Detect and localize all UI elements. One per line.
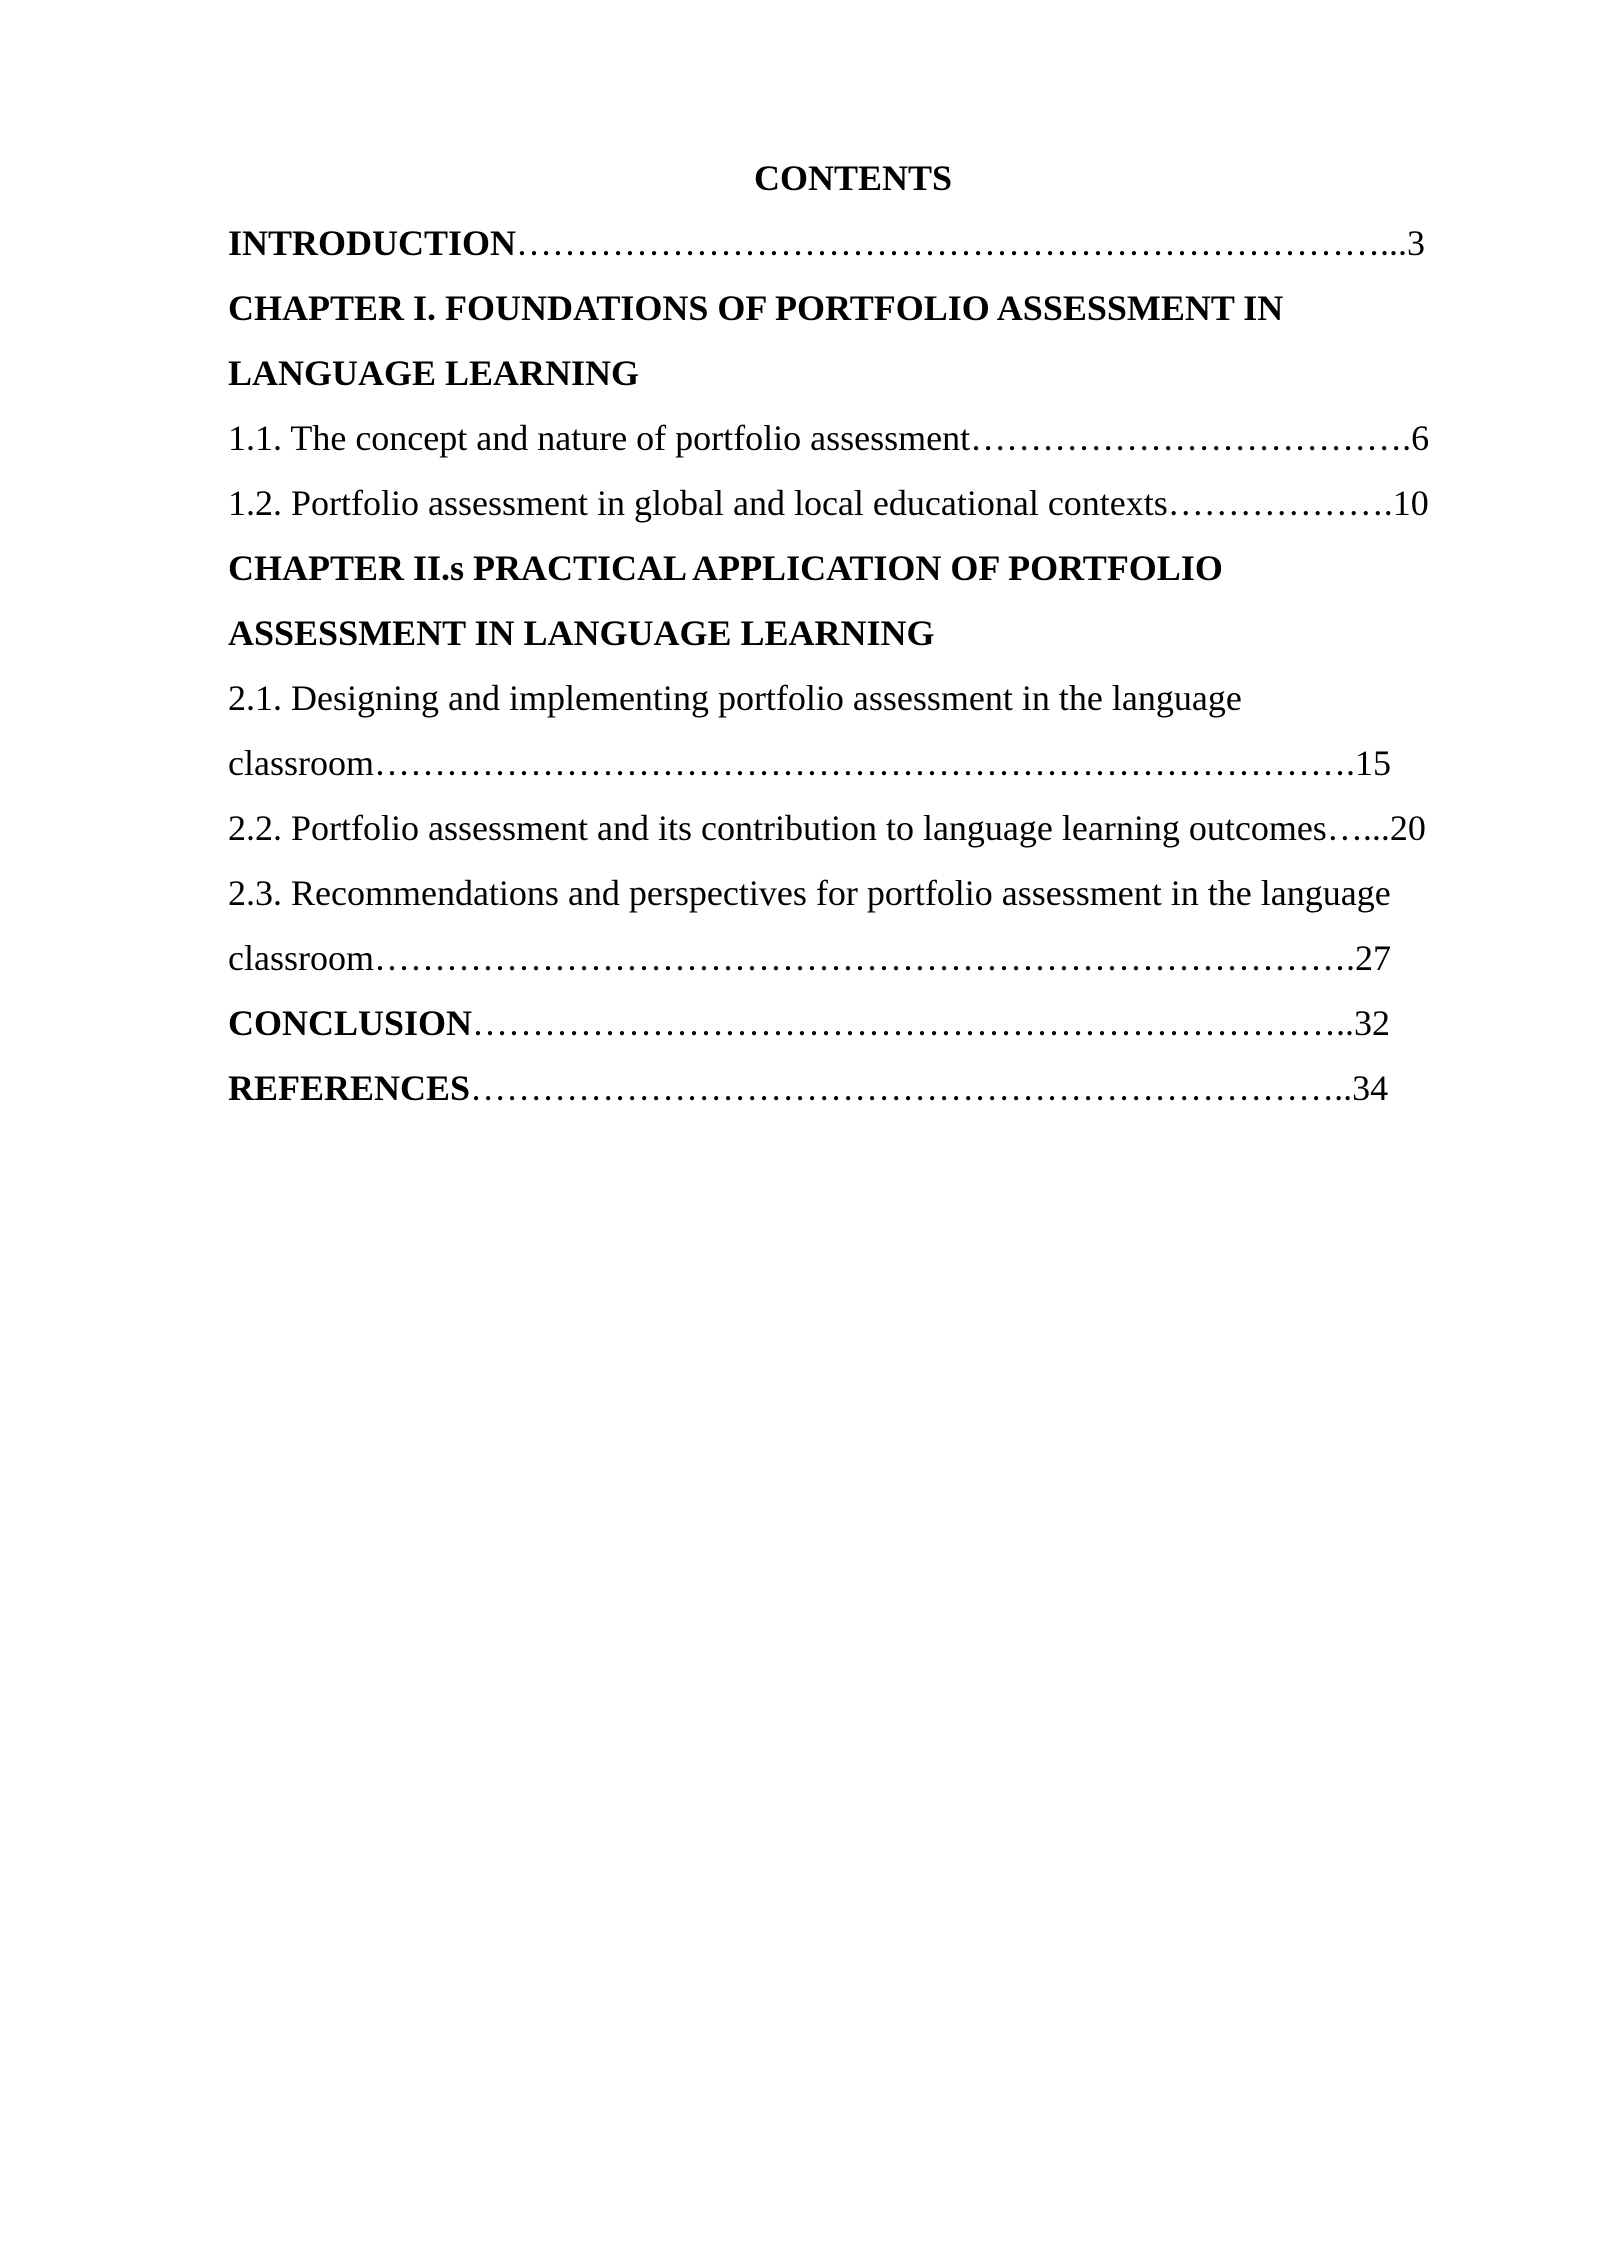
toc-entry-2-1-cont xyxy=(228,731,1478,796)
toc-entry-leader: ………………………………………………………………..32 xyxy=(472,1003,1391,1043)
toc-entry-2-3 xyxy=(228,861,1478,926)
toc-entry-2-3-cont xyxy=(228,926,1478,991)
toc-entry-text: CHAPTER II.s PRACTICAL APPLICATION OF PORTFOLIO xyxy=(228,548,1223,588)
toc-entry-leader: ……………………………………………………………………….15 xyxy=(373,743,1391,783)
table-of-contents xyxy=(228,146,1478,1121)
toc-entry-leader: ………………………………………………………………..34 xyxy=(470,1068,1389,1108)
toc-entry-text: REFERENCES xyxy=(228,1068,471,1108)
toc-entry-leader: ……………………………………………………………………….27 xyxy=(373,938,1391,978)
toc-entry-2-2 xyxy=(228,796,1478,861)
toc-entry-introduction xyxy=(228,211,1478,276)
toc-entry-text: ASSESSMENT IN LANGUAGE LEARNING xyxy=(228,613,935,653)
toc-entry-chapter-2 xyxy=(228,536,1478,601)
toc-entry-text: 2.3. Recommendations and perspectives for portfolio assessment in the language xyxy=(228,873,1391,913)
toc-entry-chapter-2-cont xyxy=(228,601,1478,666)
toc-entry-text: CONCLUSION xyxy=(228,1003,473,1043)
toc-entry-text: classroom xyxy=(228,743,374,783)
toc-entry-1-1 xyxy=(228,406,1478,471)
toc-entry-2-1 xyxy=(228,666,1478,731)
toc-entry-text: CHAPTER I. FOUNDATIONS OF PORTFOLIO ASSESSMENT IN xyxy=(228,288,1284,328)
toc-entry-text: classroom xyxy=(228,938,374,978)
toc-entry-text: 2.2. Portfolio assessment and its contribution to language learning outcomes xyxy=(228,808,1327,848)
toc-entry-text: 1.1. The concept and nature of portfolio assessment xyxy=(228,418,971,458)
toc-entry-chapter-1 xyxy=(228,276,1478,341)
toc-entry-leader: ………………………………………………………………...3 xyxy=(516,223,1426,263)
toc-entry-leader: ……………………………….6 xyxy=(970,418,1430,458)
toc-entry-1-2 xyxy=(228,471,1478,536)
toc-heading: CONTENTS xyxy=(753,158,953,198)
toc-entry-references xyxy=(228,1056,1478,1121)
toc-entry-text: 1.2. Portfolio assessment in global and local educational contexts xyxy=(228,483,1168,523)
toc-entry-text: INTRODUCTION xyxy=(228,223,517,263)
toc-entry-leader: ……………….10 xyxy=(1167,483,1429,523)
toc-entry-text: LANGUAGE LEARNING xyxy=(228,353,640,393)
toc-entry-chapter-1-cont xyxy=(228,341,1478,406)
toc-entry-conclusion xyxy=(228,991,1478,1056)
toc-entry-text: 2.1. Designing and implementing portfolio assessment in the language xyxy=(228,678,1242,718)
toc-entry-leader: …...20 xyxy=(1326,808,1426,848)
